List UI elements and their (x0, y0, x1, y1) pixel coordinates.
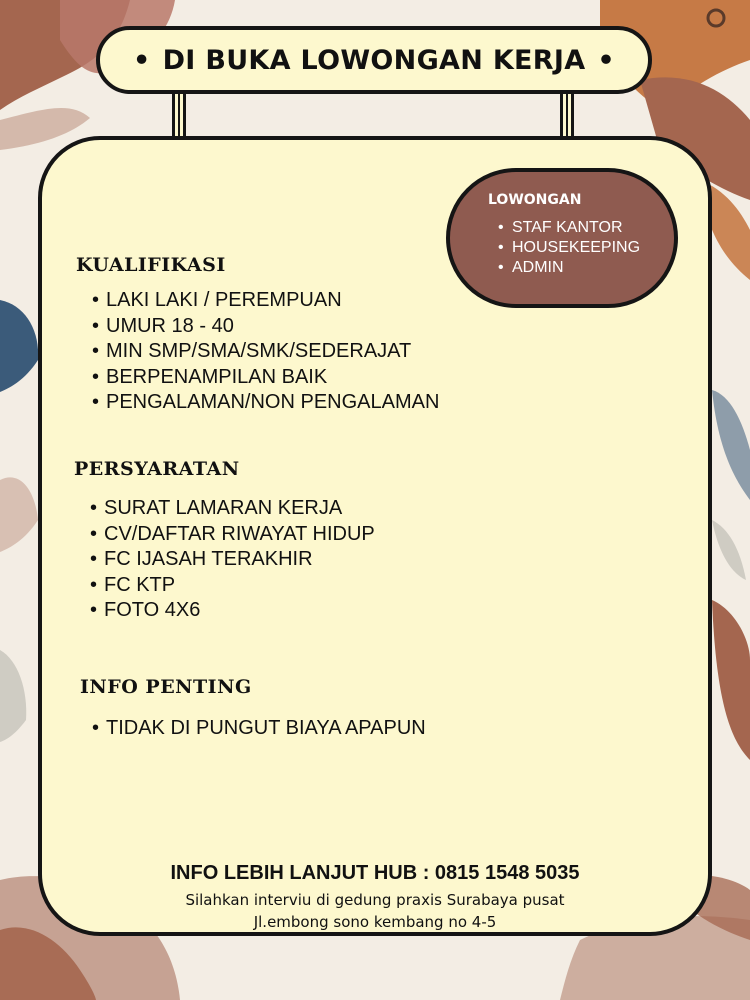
headline-bullet-left: • (133, 44, 151, 76)
important-info-heading: INFO PENTING (80, 676, 252, 698)
leaf-right-blue (712, 390, 750, 500)
requirements-list (90, 496, 375, 624)
vacancy-list (498, 218, 640, 278)
leaf-left-grey (0, 650, 26, 742)
qualifications-list (92, 288, 439, 416)
sign-post-left (172, 92, 186, 140)
contact-block (38, 862, 712, 933)
vacancy-item: • STAF KANTOR (498, 219, 623, 236)
list-item: • SURAT LAMARAN KERJA (90, 497, 343, 519)
vacancy-badge (446, 168, 678, 308)
list-item: • CV/DAFTAR RIWAYAT HIDUP (90, 522, 375, 545)
list-item: • FOTO 4X6 (90, 599, 201, 621)
list-item: • MIN SMP/SMA/SMK/SEDERAJAT (92, 340, 412, 362)
list-item: • UMUR 18 - 40 (92, 314, 234, 337)
leaf-left-blue (0, 300, 38, 392)
contact-phone: INFO LEBIH LANJUT HUB : 0815 1548 5035 (170, 862, 580, 884)
leaf-right-lower-brown (712, 600, 750, 760)
list-item: • LAKI LAKI / PEREMPUAN (92, 289, 342, 311)
contact-address: Jl.embong sono kembang no 4-5 (253, 913, 497, 931)
list-item: • FC KTP (90, 573, 176, 596)
leaf-left-pink-2 (0, 477, 38, 552)
vacancy-item: • HOUSEKEEPING (498, 239, 641, 256)
qualifications-heading: KUALIFIKASI (76, 254, 226, 276)
important-info-list (92, 716, 426, 742)
list-item: • PENGALAMAN/NON PENGALAMAN (92, 391, 440, 413)
headline-banner (96, 26, 652, 94)
list-item: • FC IJASAH TERAKHIR (90, 548, 313, 570)
vacancy-item: • ADMIN (498, 259, 564, 276)
vacancy-title: LOWONGAN (488, 192, 582, 208)
contact-interview-location: Silahkan interviu di gedung praxis Surabaya pusat (185, 891, 565, 909)
list-item: • TIDAK DI PUNGUT BIAYA APAPUN (92, 717, 426, 739)
sign-post-right (560, 92, 574, 140)
headline-bullet-right: • (597, 44, 615, 76)
leaf-right-grey (712, 520, 746, 580)
headline-title: DI BUKA LOWONGAN KERJA (162, 44, 586, 76)
requirements-heading: PERSYARATAN (74, 458, 240, 480)
list-item: • BERPENAMPILAN BAIK (92, 365, 328, 388)
